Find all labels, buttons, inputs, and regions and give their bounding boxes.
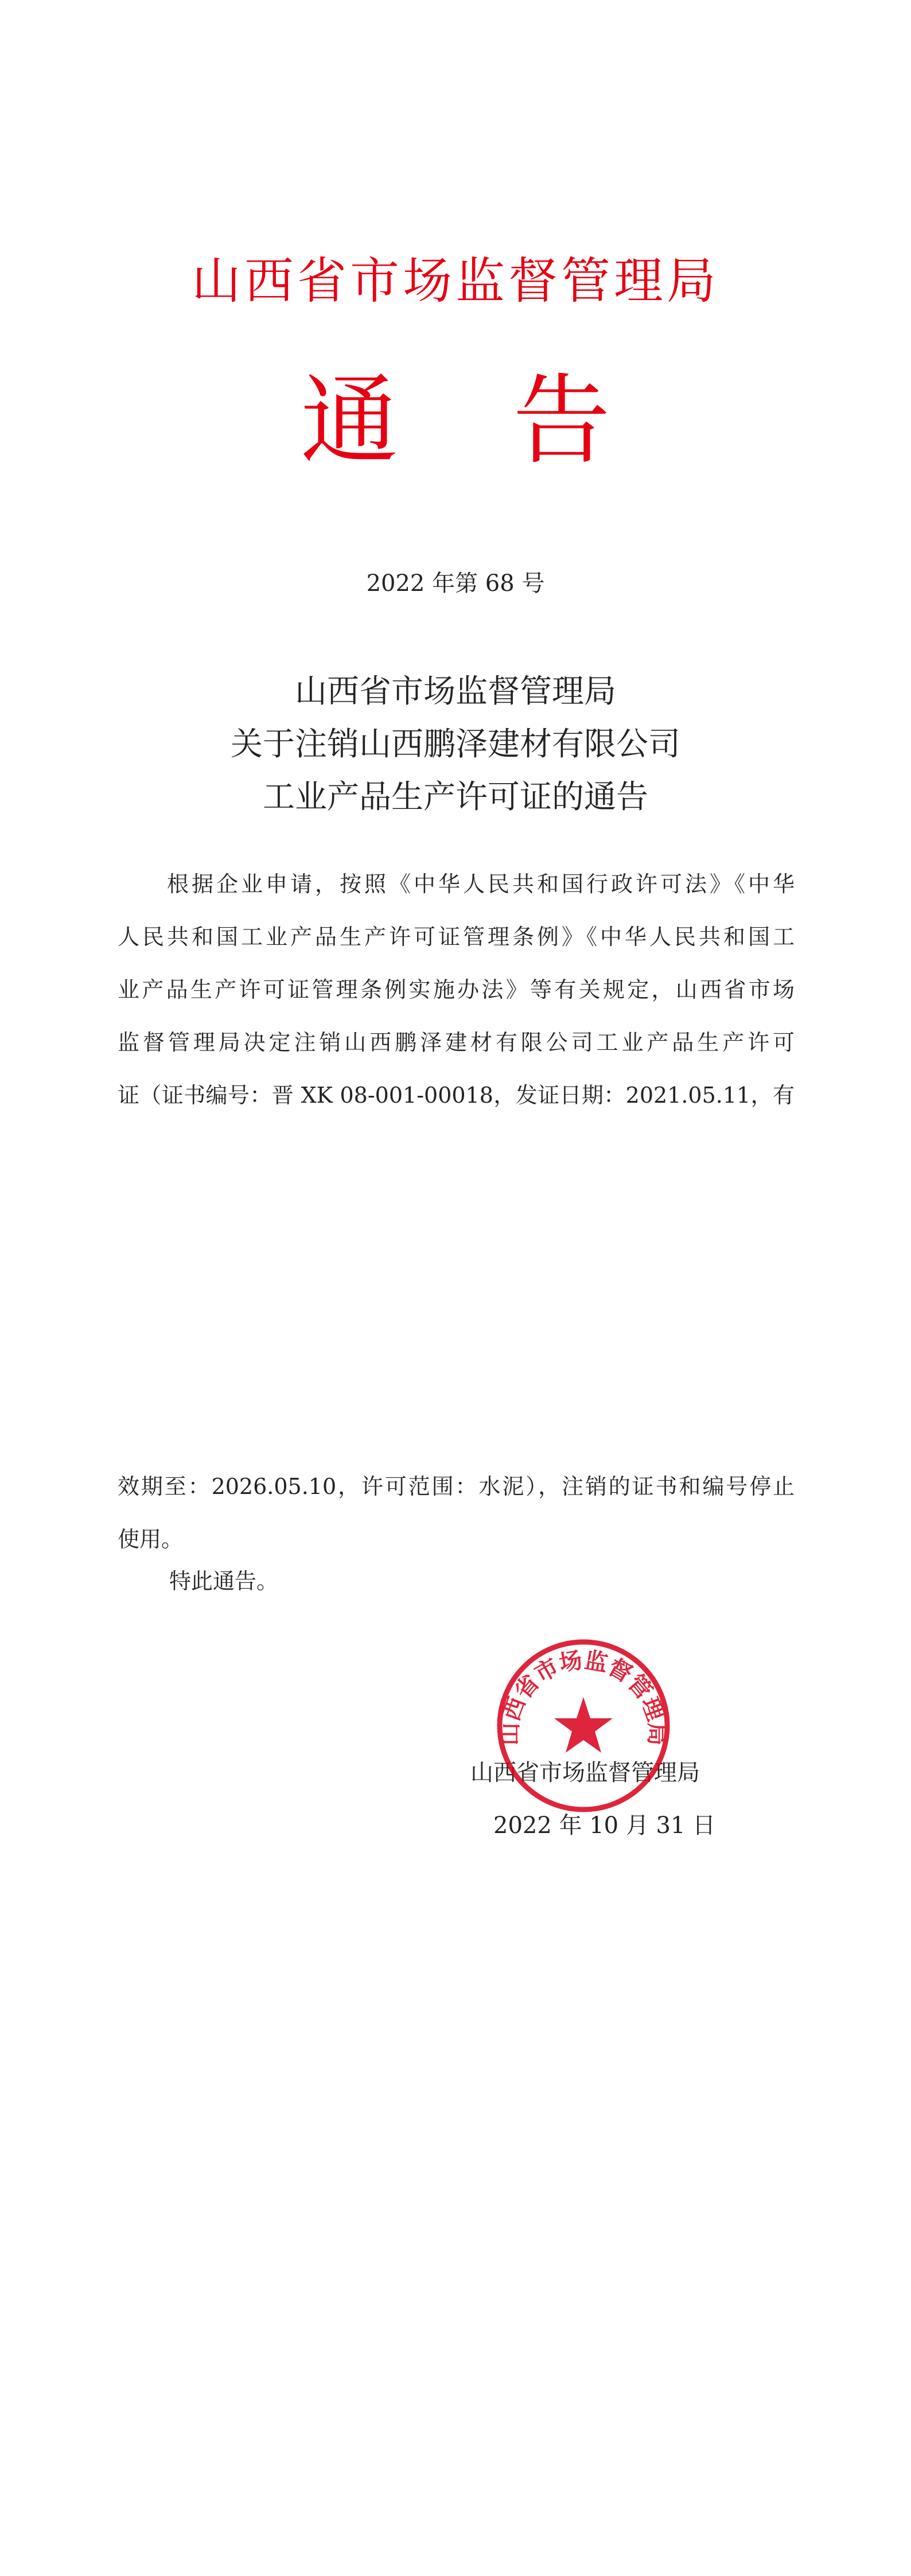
body-line: 业产品生产许可证管理条例实施办法》等有关规定，山西省市场 <box>118 977 795 1002</box>
body-line: 使用。 <box>118 1527 184 1552</box>
body-paragraph-2 <box>118 1460 795 1566</box>
document-heading <box>0 666 911 824</box>
seal-text-path: 山西省市场监督管理局 <box>496 1646 671 1746</box>
heading-line-2: 关于注销山西鹏泽建材有限公司 <box>231 726 680 763</box>
signature-date: 2022 年 10 月 31 日 <box>493 1812 716 1839</box>
document-number: 2022 年第 68 号 <box>366 570 545 597</box>
notice-title-char-1: 通 <box>300 364 398 478</box>
body-line: 根据企业申请，按照《中华人民共和国行政许可法》《中华 <box>118 871 795 897</box>
body-line: 监督管理局决定注销山西鹏泽建材有限公司工业产品生产许可 <box>118 1030 795 1055</box>
signature-organization: 山西省市场监督管理局 <box>470 1760 700 1786</box>
issuing-agency-header: 山西省市场监督管理局 <box>192 252 719 310</box>
seal-star-icon <box>554 1697 613 1753</box>
heading-line-1: 山西省市场监督管理局 <box>295 673 616 710</box>
closing-statement: 特此通告。 <box>169 1569 279 1594</box>
heading-line-3: 工业产品生产许可证的通告 <box>263 779 648 816</box>
notice-title-char-2: 告 <box>513 364 611 478</box>
body-line: 效期至：2026.05.10，许可范围：水泥），注销的证书和编号停止 <box>118 1474 795 1499</box>
body-line: 人民共和国工业产品生产许可证管理条例》《中华人民共和国工 <box>118 924 795 950</box>
official-seal <box>495 1637 672 1815</box>
body-paragraph-1 <box>118 858 795 1122</box>
body-line: 证（证书编号：晋 XK 08-001-00018，发证日期：2021.05.11，有 <box>118 1083 795 1108</box>
notice-title <box>0 342 911 482</box>
